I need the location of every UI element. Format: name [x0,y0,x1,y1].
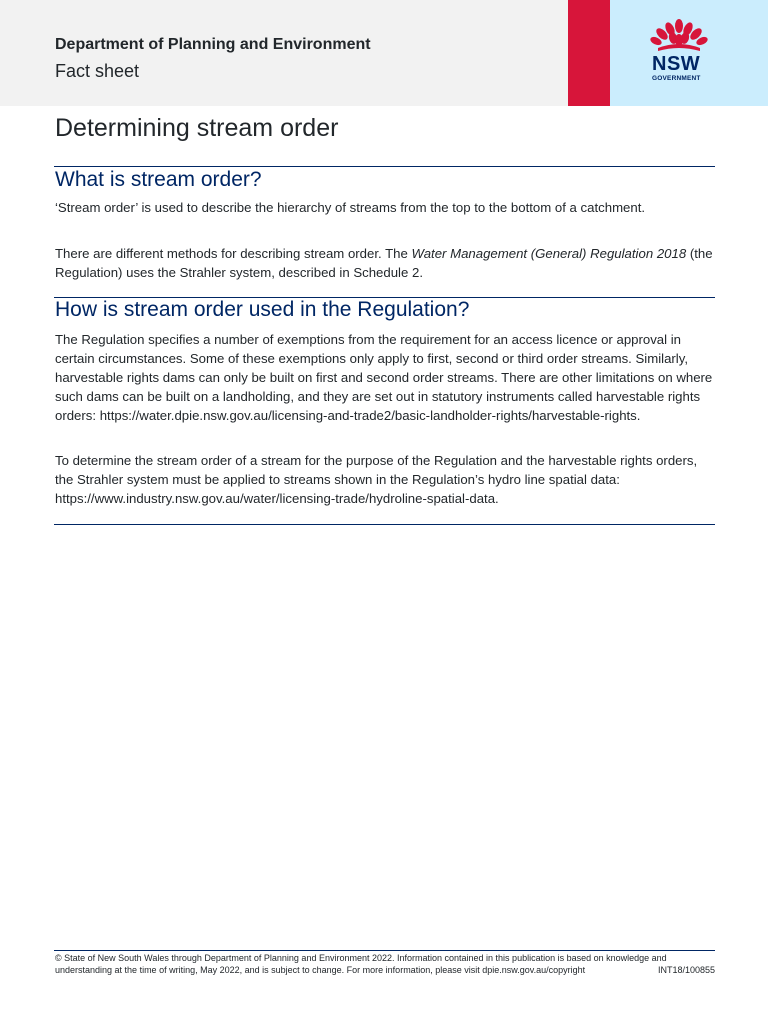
publication-code: INT18/100855 [657,965,715,975]
section-heading-how-is-stream-order-used: How is stream order used in the Regulation? [55,298,470,321]
waratah-icon [648,18,710,52]
red-accent-bar [568,0,610,106]
logo-subtext: GOVERNMENT [652,75,701,82]
section-heading-what-is-stream-order: What is stream order? [55,168,262,191]
page-footer [55,952,715,976]
logo-panel [610,0,768,106]
document-type: Fact sheet [55,61,140,81]
page-title: Determining stream order [55,114,339,142]
paragraph: The Regulation specifies a number of exemptions from the requirement for an access licence or approval in certain circumstances. Some of these exemptions only apply to first, second or third order streams. Similarly, harvestable rights dams can only be built on first and second order streams. There are other limitations on where such dams can be built on a landholding, and they are set out in statutory instruments called harvestable rights orders: https://water.dpie.nsw.gov.au/licensing-and-trade2/basic-landholder-rights/harvestable-rights. [55,332,713,423]
footer-divider [54,950,715,951]
section-divider [54,166,715,167]
copyright-notice: © State of New South Wales through Department of Planning and Environment 2022. Information contained in this publication is based on knowledge and understanding at the time of writing, May 2022, and is subject to change. For more information, please visit dpie.nsw.gov.au/copyright [55,953,667,975]
nsw-government-logo [648,18,714,88]
paragraph: There are different methods for describing stream order. The Water Management (General) Regulation 2018 (the Regulation) uses the Strahler system, described in Schedule 2. [55,246,713,280]
paragraph: To determine the stream order of a stream for the purpose of the Regulation and the harvestable rights orders, the Strahler system must be applied to streams shown in the Regulation’s hydro line spatial data: https://www.industry.nsw.gov.au/water/licensing-trade/hydroline-spatial-data. [55,453,698,506]
section-divider [54,524,715,525]
paragraph: ‘Stream order’ is used to describe the hierarchy of streams from the top to the bottom of a catchment. [55,200,646,215]
logo-wordmark: NSW [652,53,701,75]
regulation-title: Water Management (General) Regulation 2018 [411,246,687,261]
department-name: Department of Planning and Environment [55,36,371,53]
